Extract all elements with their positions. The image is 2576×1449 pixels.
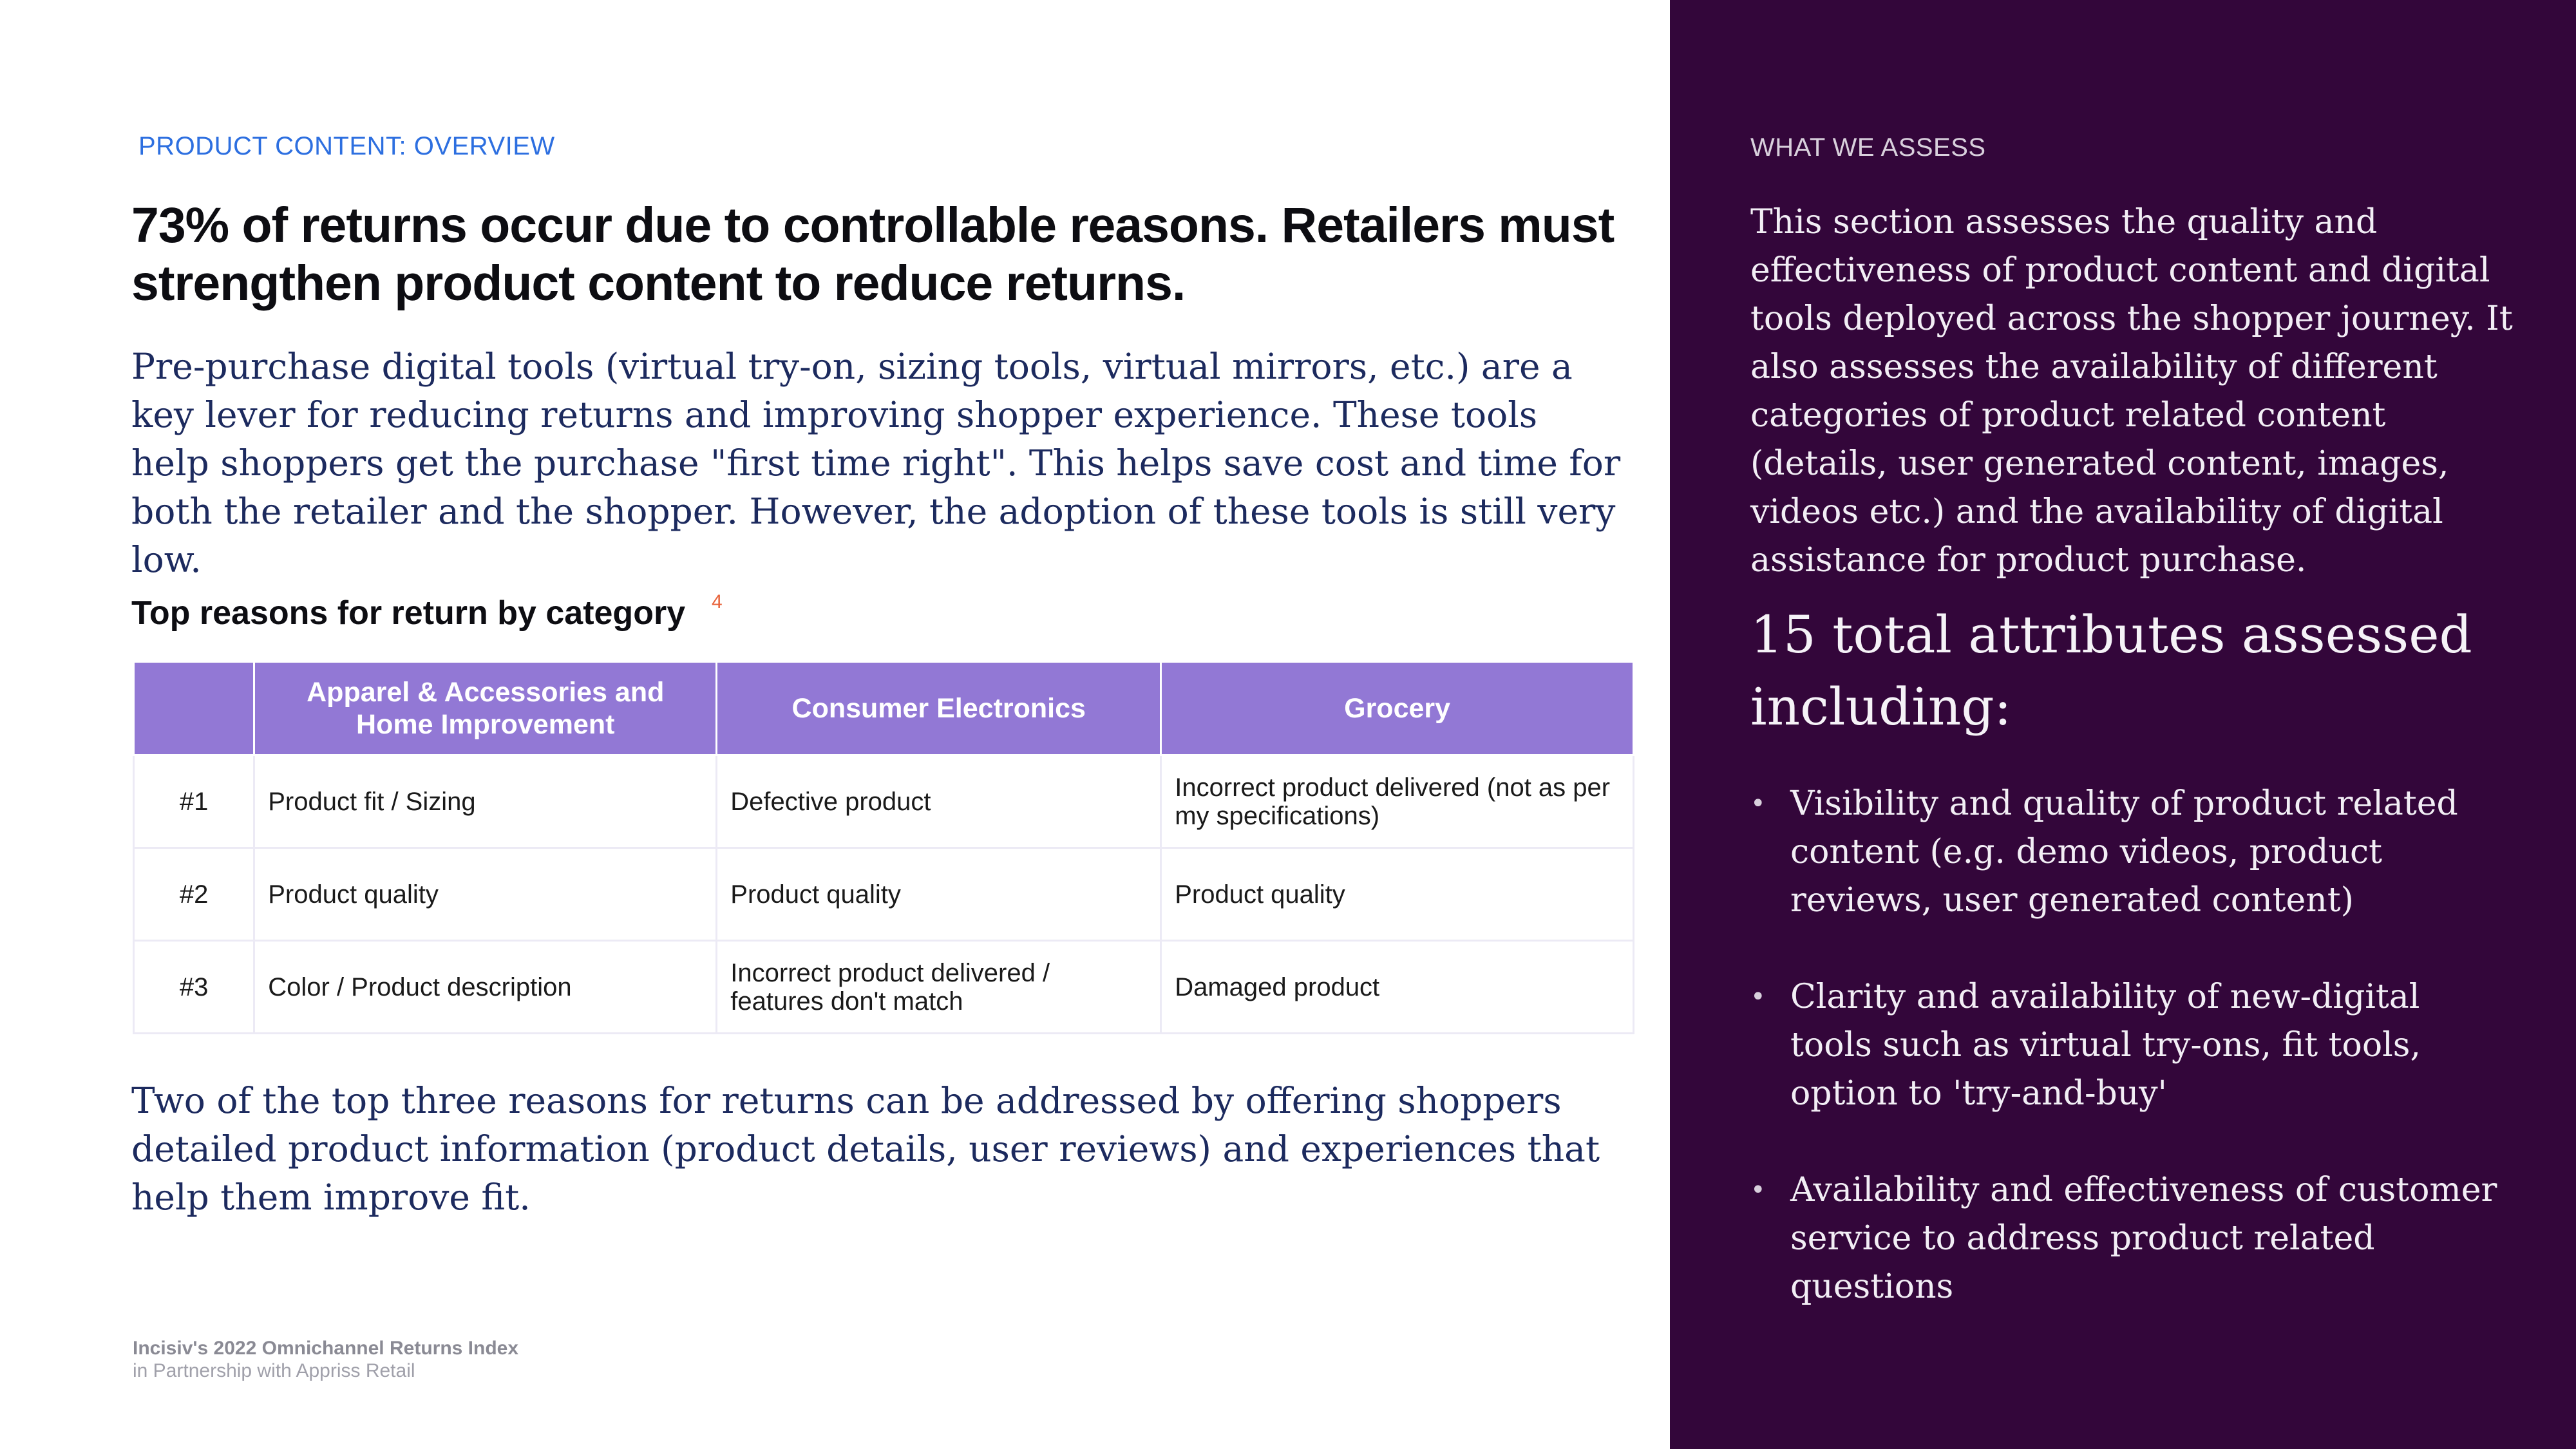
list-item-text: Visibility and quality of product related content (e.g. demo videos, product reviews, user generated content) bbox=[1790, 784, 2458, 920]
header-rank bbox=[134, 662, 254, 755]
table-row bbox=[134, 848, 1634, 941]
list-item-text: Clarity and availability of new-digital tools such as virtual try-ons, fit tools, option to 'try-and-buy' bbox=[1790, 978, 2421, 1113]
bullet-icon: • bbox=[1750, 1175, 1766, 1205]
cell-electronics: Product quality bbox=[717, 848, 1161, 941]
cell-apparel: Product fit / Sizing bbox=[254, 755, 717, 848]
list-item-text: Availability and effectiveness of customer service to address product related questions bbox=[1790, 1171, 2497, 1306]
footer-partnership: in Partnership with Appriss Retail bbox=[133, 1360, 415, 1381]
return-reasons-table bbox=[133, 661, 1634, 1034]
row-rank: #1 bbox=[134, 755, 254, 848]
footer-report-title: Incisiv's 2022 Omnichannel Returns Index bbox=[133, 1338, 519, 1359]
header-apparel: Apparel & Accessories and Home Improvement bbox=[254, 662, 717, 755]
table-row bbox=[134, 755, 1634, 848]
attributes-list bbox=[1750, 780, 2510, 1359]
cell-electronics: Defective product bbox=[717, 755, 1161, 848]
row-rank: #3 bbox=[134, 941, 254, 1034]
cell-grocery: Product quality bbox=[1161, 848, 1634, 941]
sidebar-description: This section assesses the quality and effectiveness of product content and digital tools deployed across the shopper journey. It also assesses the availability of different categories of product related content (details, user generated content, images, videos etc.) and the availability of digital assistance for product purchase. bbox=[1750, 203, 2513, 580]
list-item bbox=[1750, 1166, 2510, 1311]
cell-grocery: Damaged product bbox=[1161, 941, 1634, 1034]
cell-apparel: Color / Product description bbox=[254, 941, 717, 1034]
bullet-icon: • bbox=[1750, 982, 1766, 1012]
cell-electronics: Incorrect product delivered / features don't match bbox=[717, 941, 1161, 1034]
cell-apparel: Product quality bbox=[254, 848, 717, 941]
table-header-row bbox=[134, 662, 1634, 755]
section-eyebrow: PRODUCT CONTENT: OVERVIEW bbox=[138, 132, 555, 160]
list-item bbox=[1750, 780, 2510, 925]
page-headline: 73% of returns occur due to controllable reasons. Retailers must strengthen product content to reduce returns. bbox=[131, 198, 1615, 311]
assessment-sidebar bbox=[1670, 0, 2576, 1449]
summary-paragraph: Two of the top three reasons for returns can be addressed by offering shoppers detailed product information (product details, user reviews) and experiences that help them improve fit. bbox=[131, 1080, 1600, 1218]
footnote-reference: 4 bbox=[712, 591, 723, 612]
attributes-heading: 15 total attributes assessed including: bbox=[1750, 605, 2472, 737]
cell-grocery: Incorrect product delivered (not as per my specifications) bbox=[1161, 755, 1634, 848]
list-item bbox=[1750, 973, 2510, 1118]
bullet-icon: • bbox=[1750, 789, 1766, 819]
table-row bbox=[134, 941, 1634, 1034]
header-grocery: Grocery bbox=[1161, 662, 1634, 755]
row-rank: #2 bbox=[134, 848, 254, 941]
header-electronics: Consumer Electronics bbox=[717, 662, 1161, 755]
sidebar-label: WHAT WE ASSESS bbox=[1750, 133, 1986, 162]
table-title: Top reasons for return by category bbox=[131, 594, 686, 632]
intro-paragraph: Pre-purchase digital tools (virtual try-on, sizing tools, virtual mirrors, etc.) are a key lever for reducing returns and improving shopper experience. These tools help shoppers get the purchase "first time right". This helps save cost and time for both the retailer and the shopper. However, the adoption of these tools is still very low. bbox=[131, 346, 1621, 580]
